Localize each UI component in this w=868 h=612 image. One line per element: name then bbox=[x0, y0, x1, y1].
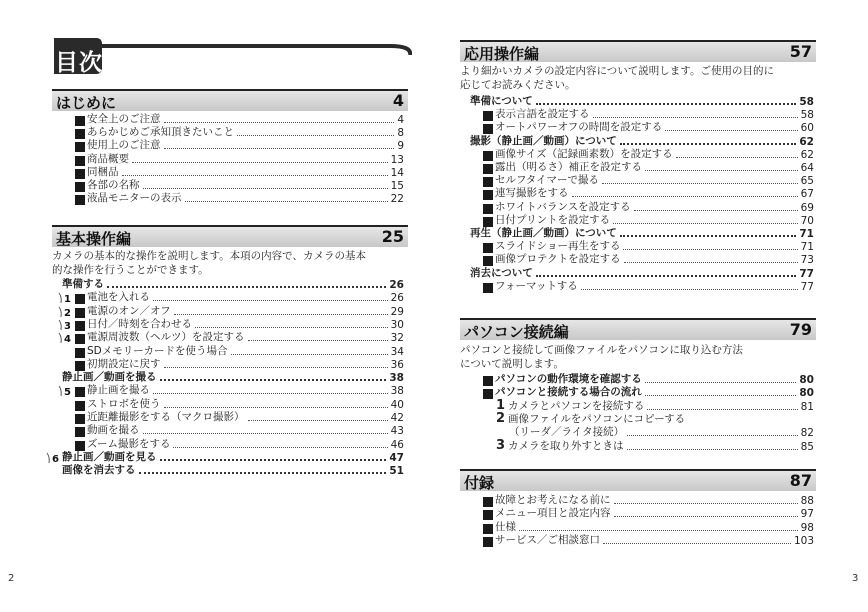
toc-entry-page: 26 bbox=[390, 292, 404, 305]
leader-dots bbox=[645, 395, 797, 396]
svg-text:2: 2 bbox=[64, 307, 71, 318]
leader-dots bbox=[519, 530, 798, 531]
leader-dots bbox=[248, 340, 388, 341]
toc-entry[interactable] bbox=[75, 192, 404, 205]
desc-line: について説明します。 bbox=[460, 358, 564, 370]
toc-entry[interactable] bbox=[483, 507, 814, 520]
toc-entry-page: 64 bbox=[800, 162, 814, 174]
toc-entry-label: 電池を入れる bbox=[87, 291, 150, 304]
step-marker-icon bbox=[58, 291, 72, 303]
page-number-right: 3 bbox=[852, 573, 859, 584]
toc-entry-page: 65 bbox=[800, 175, 814, 188]
section-title: はじめに bbox=[56, 94, 117, 112]
toc-entry-page: 103 bbox=[793, 534, 814, 547]
toc-entry-page: 98 bbox=[800, 521, 814, 534]
leader-dots bbox=[237, 135, 394, 136]
desc-line: 応じてお読みください。 bbox=[460, 79, 576, 91]
toc-entry-page: 13 bbox=[390, 153, 404, 166]
toc-entry-label: 故障とお考えになる前に bbox=[495, 494, 611, 506]
toc-entry[interactable] bbox=[75, 153, 404, 166]
leader-dots bbox=[602, 183, 798, 184]
bullet-square-icon bbox=[75, 401, 85, 411]
toc-entry-label: 表示言語を設定する bbox=[495, 108, 590, 121]
step-number: 3 bbox=[496, 437, 506, 453]
leader-dots bbox=[613, 223, 798, 224]
leader-dots bbox=[139, 472, 387, 474]
toc-entry-page: 80 bbox=[799, 374, 814, 386]
leader-dots bbox=[627, 449, 798, 450]
step-marker-icon bbox=[58, 384, 72, 396]
section-bar-basic bbox=[52, 225, 408, 247]
bullet-square-icon bbox=[75, 195, 85, 205]
svg-text:3: 3 bbox=[64, 320, 71, 331]
bullet-square-icon bbox=[75, 182, 85, 192]
leader-dots bbox=[623, 249, 797, 250]
bullet-square-icon bbox=[75, 129, 85, 139]
toc-entry-page: 62 bbox=[799, 135, 814, 148]
leader-dots bbox=[581, 289, 798, 290]
section-title: 基本操作編 bbox=[56, 230, 132, 248]
leader-dots bbox=[593, 117, 798, 118]
section-description bbox=[52, 249, 366, 277]
bullet-square-icon bbox=[75, 321, 85, 331]
toc-entry-page: 81 bbox=[800, 400, 814, 413]
toc-entry-label: （リーダ／ライタ接続） bbox=[509, 426, 625, 439]
toc-entry-label: 液晶モニターの表示 bbox=[87, 192, 182, 205]
toc-entry-page: 85 bbox=[800, 440, 814, 453]
leader-dots bbox=[153, 300, 388, 301]
svg-text:1: 1 bbox=[64, 294, 71, 305]
section-page: 25 bbox=[381, 227, 404, 246]
leader-dots bbox=[173, 447, 387, 448]
bullet-square-icon bbox=[75, 414, 85, 424]
bullet-square-icon bbox=[75, 294, 85, 304]
toc-entry-label: 静止画／動画を見る bbox=[62, 450, 157, 463]
toc-entry-label: 各部の名称 bbox=[87, 179, 140, 191]
step-number: 2 bbox=[496, 410, 506, 426]
toc-entry-page: 26 bbox=[389, 279, 404, 291]
toc-entry-label: パソコンの動作環境を確認する bbox=[495, 373, 642, 385]
leader-dots bbox=[153, 393, 388, 394]
toc-entry-page: 67 bbox=[800, 188, 814, 201]
bullet-square-icon bbox=[483, 283, 493, 293]
leader-dots bbox=[620, 143, 797, 145]
toc-entry-label: 再生（静止画／動画）について bbox=[470, 227, 617, 239]
toc-entry-label: 商品概要 bbox=[87, 152, 129, 165]
toc-entry-label: 近距離撮影をする（マクロ撮影） bbox=[87, 411, 245, 423]
section-page: 87 bbox=[789, 471, 812, 490]
toc-entry-page: 58 bbox=[799, 96, 814, 108]
toc-entry[interactable] bbox=[483, 280, 814, 293]
bullet-square-icon bbox=[483, 524, 493, 534]
leader-dots bbox=[572, 196, 798, 197]
section-bar-applied bbox=[460, 40, 816, 62]
leader-dots bbox=[603, 543, 791, 544]
toc-entry-page: 70 bbox=[800, 214, 814, 227]
leader-dots bbox=[624, 262, 798, 263]
toc-entry-page: 62 bbox=[800, 148, 814, 161]
toc-entry-page: 4 bbox=[397, 114, 404, 126]
toc-entry-label: 消去について bbox=[470, 266, 533, 279]
toc-entry-label: 露出（明るさ）補正を設定する bbox=[495, 161, 642, 173]
svg-text:4: 4 bbox=[64, 334, 71, 345]
section-bar-intro bbox=[52, 89, 408, 111]
toc-entry-page: 32 bbox=[390, 332, 404, 345]
toc-entry-label: 連写撮影をする bbox=[495, 187, 569, 200]
toc-entry-page: 47 bbox=[389, 451, 404, 464]
section-title: 応用操作編 bbox=[464, 45, 540, 63]
bullet-square-icon bbox=[75, 308, 85, 318]
toc-entry-label: あらかじめご承知頂きたいこと bbox=[87, 126, 234, 139]
toc-entry-label: SDメモリーカードを使う場合 bbox=[87, 344, 228, 357]
desc-line: パソコンと接続して画像ファイルをパソコンに取り込む方法 bbox=[460, 344, 743, 356]
toc-entry-page: 14 bbox=[390, 166, 404, 179]
leader-dots bbox=[620, 235, 797, 237]
bullet-square-icon bbox=[75, 387, 85, 397]
toc-entry-page: 29 bbox=[390, 305, 404, 318]
toc-entry-page: 73 bbox=[800, 254, 814, 267]
bullet-square-icon bbox=[483, 243, 493, 253]
toc-entry-label: サービス／ご相談窓口 bbox=[495, 533, 600, 546]
leader-dots bbox=[185, 201, 388, 202]
bullet-square-icon bbox=[483, 376, 493, 386]
leader-dots bbox=[676, 157, 798, 158]
toc-entry-page: 82 bbox=[800, 427, 814, 440]
bullet-square-icon bbox=[75, 427, 85, 437]
toc-entry-page: 43 bbox=[390, 425, 404, 438]
toc-entry-label: カメラを取り外すときは bbox=[508, 439, 624, 452]
desc-line: 的な操作を行うことができます。 bbox=[52, 264, 209, 276]
toc-entry-page: 8 bbox=[397, 127, 404, 140]
leader-dots bbox=[164, 122, 395, 123]
leader-dots bbox=[107, 286, 386, 288]
bullet-square-icon bbox=[75, 348, 85, 358]
section-page: 4 bbox=[392, 91, 404, 110]
bullet-square-icon bbox=[483, 177, 493, 187]
leader-dots bbox=[143, 433, 388, 434]
toc-entry-page: 77 bbox=[800, 280, 814, 293]
toc-entry-page: 38 bbox=[390, 385, 404, 398]
toc-entry-label: 撮影（静止画／動画）について bbox=[470, 134, 617, 147]
bullet-square-icon bbox=[483, 389, 493, 399]
toc-entry-label: ホワイトバランスを設定する bbox=[495, 200, 631, 213]
toc-entry-label: 画像プロテクトを設定する bbox=[495, 253, 621, 266]
toc-entry[interactable] bbox=[62, 464, 404, 477]
toc-entry-label: 日付／時刻を合わせる bbox=[87, 317, 192, 330]
bullet-square-icon bbox=[483, 151, 493, 161]
toc-entry-page: 9 bbox=[397, 140, 404, 153]
toc-entry-page: 88 bbox=[800, 495, 814, 507]
leader-dots bbox=[132, 162, 388, 163]
svg-text:5: 5 bbox=[64, 387, 71, 398]
toc-entry-label: 仕様 bbox=[495, 520, 516, 533]
toc-title-line bbox=[100, 43, 412, 55]
leader-dots bbox=[143, 188, 388, 189]
toc-entry-label: 電源周波数（ヘルツ）を設定する bbox=[87, 331, 245, 344]
leader-dots bbox=[645, 382, 797, 383]
svg-text:6: 6 bbox=[52, 453, 59, 464]
step-marker-icon bbox=[58, 331, 72, 343]
toc-entry-page: 34 bbox=[390, 345, 404, 358]
bullet-square-icon bbox=[75, 334, 85, 344]
leader-dots bbox=[614, 516, 798, 517]
toc-entry-label: 画像ファイルをパソコンにコピーする bbox=[508, 412, 686, 425]
toc-entry-label: 同梱品 bbox=[87, 165, 119, 178]
page-number-left: 2 bbox=[8, 573, 15, 584]
toc-entry-page: 40 bbox=[390, 398, 404, 411]
bullet-square-icon bbox=[483, 537, 493, 547]
toc-entry-label: ズーム撮影をする bbox=[87, 437, 171, 450]
toc-entry-page: 80 bbox=[799, 387, 814, 400]
bullet-square-icon bbox=[483, 204, 493, 214]
toc-entry-page: 77 bbox=[799, 267, 814, 280]
leader-dots bbox=[645, 170, 798, 171]
section-page: 79 bbox=[789, 320, 812, 339]
toc-entry-label: カメラとパソコンを接続する bbox=[508, 399, 645, 412]
toc-title: 目次 bbox=[55, 50, 103, 76]
leader-dots bbox=[614, 503, 798, 504]
leader-dots bbox=[122, 175, 388, 176]
toc-entry-page: 46 bbox=[390, 438, 404, 451]
section-description bbox=[460, 64, 774, 92]
leader-dots bbox=[536, 275, 797, 277]
desc-line: より細かいカメラの設定内容について説明します。ご使用の目的に bbox=[460, 65, 774, 77]
leader-dots bbox=[665, 130, 797, 131]
leader-dots bbox=[195, 327, 388, 328]
toc-entry-page: 71 bbox=[799, 228, 814, 240]
section-description bbox=[460, 343, 743, 371]
bullet-square-icon bbox=[75, 142, 85, 152]
toc-entry-label: オートパワーオフの時間を設定する bbox=[495, 121, 663, 134]
toc-entry-page: 51 bbox=[389, 465, 404, 478]
leader-dots bbox=[536, 103, 797, 105]
bullet-square-icon bbox=[75, 156, 85, 166]
leader-dots bbox=[160, 379, 387, 381]
toc-entry-label: ストロボを使う bbox=[87, 397, 161, 410]
section-bar-pc bbox=[460, 318, 816, 340]
toc-entry-page: 58 bbox=[800, 109, 814, 122]
toc-entry-page: 15 bbox=[390, 180, 404, 192]
leader-dots bbox=[174, 314, 388, 315]
leader-dots bbox=[647, 409, 797, 410]
leader-dots bbox=[634, 210, 798, 211]
section-title: パソコン接続編 bbox=[464, 323, 569, 341]
toc-entry-label: 準備について bbox=[470, 95, 533, 107]
bullet-square-icon bbox=[483, 190, 493, 200]
bullet-square-icon bbox=[483, 164, 493, 174]
bullet-square-icon bbox=[75, 169, 85, 179]
leader-dots bbox=[248, 420, 388, 421]
toc-entry-label: 動画を撮る bbox=[87, 424, 140, 437]
toc-entry-page: 60 bbox=[800, 122, 814, 135]
leader-dots bbox=[164, 407, 388, 408]
step-number: 1 bbox=[496, 397, 506, 413]
toc-entry-page: 22 bbox=[390, 193, 404, 206]
toc-entry-page: 97 bbox=[800, 508, 814, 521]
toc-entry[interactable] bbox=[483, 534, 814, 547]
toc-entry-label: 準備する bbox=[62, 278, 104, 290]
toc-entry-label: 画像サイズ（記録画素数）を設定する bbox=[495, 147, 673, 160]
toc-entry-label: 使用上のご注意 bbox=[87, 139, 161, 152]
bullet-square-icon bbox=[483, 111, 493, 121]
toc-entry[interactable] bbox=[496, 437, 814, 453]
toc-entry-label: 電源のオン／オフ bbox=[87, 304, 171, 317]
toc-entry-label: 安全上のご注意 bbox=[87, 113, 161, 125]
toc-entry-page: 42 bbox=[390, 412, 404, 424]
toc-entry-label: 静止画を撮る bbox=[87, 384, 150, 397]
section-title: 付録 bbox=[464, 474, 495, 492]
toc-entry-page: 38 bbox=[389, 372, 404, 385]
leader-dots bbox=[627, 435, 797, 436]
toc-entry-label: 初期設定に戻す bbox=[87, 357, 161, 370]
bullet-square-icon bbox=[75, 116, 85, 126]
toc-entry-label: パソコンと接続する場合の流れ bbox=[495, 386, 642, 399]
toc-entry-page: 30 bbox=[390, 318, 404, 331]
step-marker-icon bbox=[46, 451, 60, 463]
toc-entry-label: 日付プリントを設定する bbox=[495, 213, 611, 226]
toc-entry-label: 画像を消去する bbox=[62, 464, 136, 477]
section-page: 57 bbox=[789, 42, 812, 61]
toc-entry-label: フォーマットする bbox=[495, 279, 578, 292]
leader-dots bbox=[160, 459, 387, 461]
toc-entry-label: メニュー項目と設定内容 bbox=[495, 507, 611, 520]
step-marker-icon bbox=[58, 305, 72, 317]
leader-dots bbox=[164, 148, 395, 149]
bullet-square-icon bbox=[483, 497, 493, 507]
bullet-square-icon bbox=[483, 510, 493, 520]
desc-line: カメラの基本的な操作を説明します。本項の内容で、カメラの基本 bbox=[52, 250, 366, 262]
toc-entry-label: セルフタイマーで撮る bbox=[495, 174, 600, 187]
section-bar-appendix bbox=[460, 469, 816, 491]
step-marker-icon bbox=[58, 318, 72, 330]
leader-dots bbox=[231, 354, 388, 355]
toc-entry-page: 71 bbox=[800, 241, 814, 254]
leader-dots bbox=[164, 367, 388, 368]
toc-entry-label: 静止画／動画を撮る bbox=[62, 371, 157, 384]
toc-entry-page: 36 bbox=[390, 358, 404, 371]
toc-entry-page: 69 bbox=[800, 201, 814, 214]
toc-entry-label: スライドショー再生をする bbox=[495, 240, 621, 253]
